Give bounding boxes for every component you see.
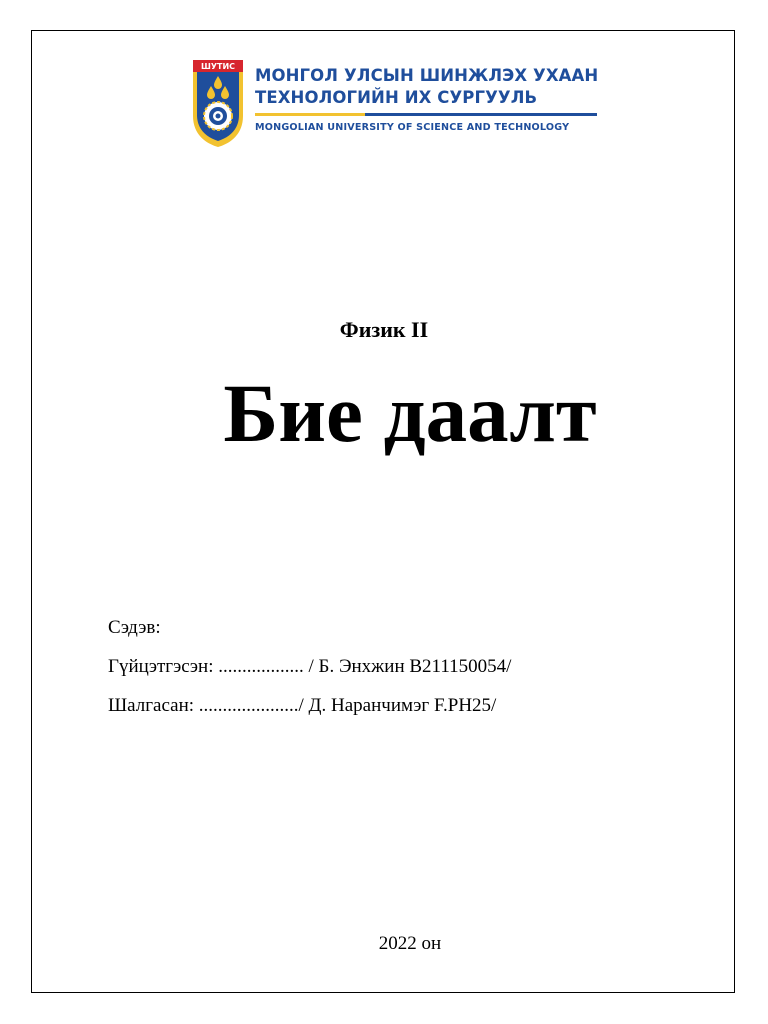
university-name-divider [255, 113, 597, 116]
checked-by-row [108, 693, 708, 732]
university-name-line-1: МОНГОЛ УЛСЫН ШИНЖЛЭХ УХААН [255, 66, 599, 85]
topic-row [108, 615, 708, 654]
shield-emblem-icon [192, 58, 244, 148]
performed-by-row [108, 654, 708, 693]
emblem-badge-text: ШУТИС [200, 62, 236, 71]
checked-by-value: ...................../ Д. Наранчимэг F.PH25/ [194, 695, 497, 716]
university-name [255, 65, 600, 109]
page-border [31, 30, 735, 993]
performed-by-value: .................. / Б. Энхжин B211150054/ [213, 656, 512, 677]
year-label: 2022 он [378, 933, 442, 954]
performed-by-label: Гүйцэтгэсэн: [108, 656, 214, 677]
university-name-line-2: ТЕХНОЛОГИЙН ИХ СУРГУУЛЬ [255, 88, 538, 107]
topic-label: Сэдэв: [108, 617, 161, 638]
assignment-info [108, 615, 708, 732]
checked-by-label: Шалгасан: [108, 695, 195, 716]
page-title: Бие даалт [223, 367, 597, 459]
subject-heading: Физик II [339, 317, 429, 342]
university-logo [192, 58, 602, 148]
university-name-english: MONGOLIAN UNIVERSITY OF SCIENCE AND TECHNOLOGY [255, 122, 570, 133]
